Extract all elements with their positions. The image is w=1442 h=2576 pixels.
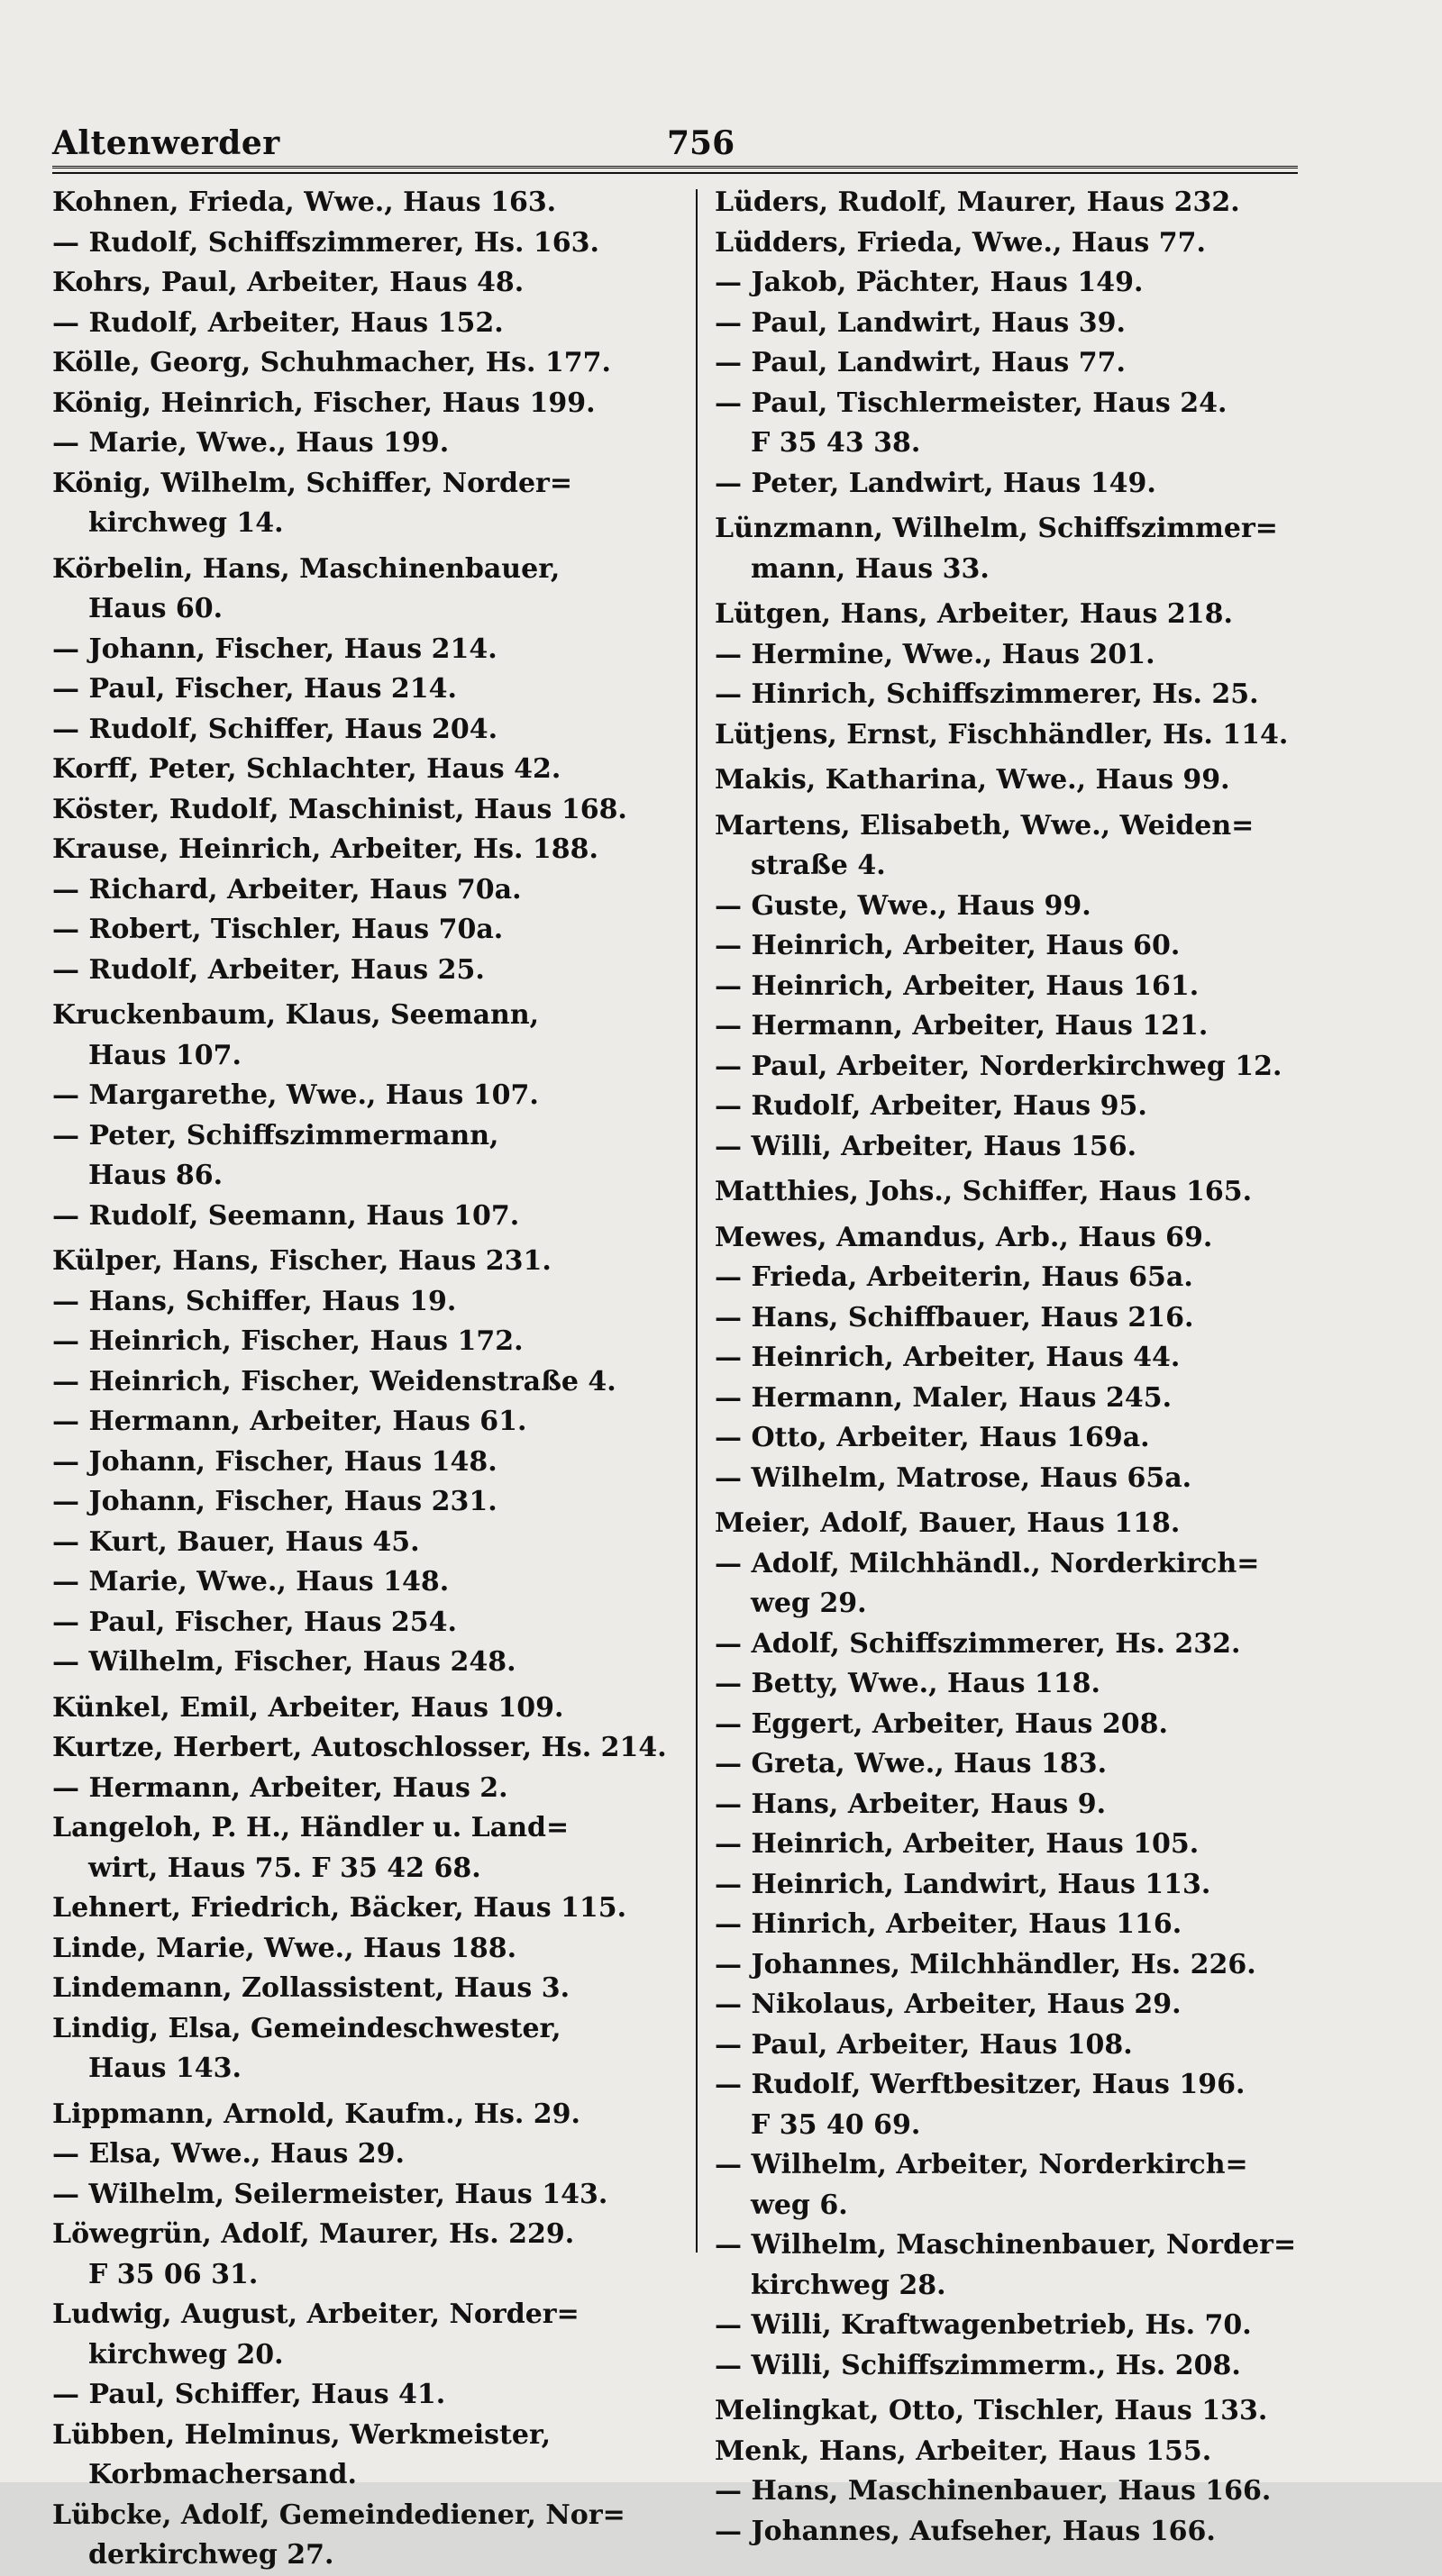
directory-entry: Künkel, Emil, Arbeiter, Haus 109. <box>52 1691 564 1724</box>
directory-entry-continuation: Haus 107. <box>88 1039 242 1071</box>
directory-entry: — Marie, Wwe., Haus 148. <box>52 1566 450 1597</box>
directory-entry: Linde, Marie, Wwe., Haus 188. <box>52 1932 517 1964</box>
directory-entry: — Peter, Landwirt, Haus 149. <box>715 467 1156 499</box>
header-rule <box>52 166 1298 168</box>
directory-entry: — Hinrich, Schiffszimmerer, Hs. 25. <box>715 678 1259 710</box>
directory-entry: Lindig, Elsa, Gemeindeschwester, <box>52 2012 561 2044</box>
directory-entry: — Peter, Schiffszimmermann, <box>52 1119 499 1151</box>
left-column <box>52 183 683 2576</box>
directory-entry: — Hans, Arbeiter, Haus 9. <box>715 1788 1107 1820</box>
directory-entry: — Hermann, Maler, Haus 245. <box>715 1381 1173 1414</box>
directory-entry: Lütjens, Ernst, Fischhändler, Hs. 114. <box>715 718 1289 751</box>
directory-entry: Köster, Rudolf, Maschinist, Haus 168. <box>52 793 627 825</box>
directory-entry-continuation: wirt, Haus 75. F 35 42 68. <box>88 1852 481 1884</box>
directory-entry: Kölle, Georg, Schuhmacher, Hs. 177. <box>52 347 611 378</box>
directory-entry: — Hans, Maschinenbauer, Haus 166. <box>715 2475 1272 2507</box>
directory-entry: — Paul, Fischer, Haus 254. <box>52 1606 457 1638</box>
directory-entry: Mewes, Amandus, Arb., Haus 69. <box>715 1221 1213 1253</box>
directory-entry: — Paul, Fischer, Haus 214. <box>52 673 457 705</box>
directory-entry: Lippmann, Arnold, Kaufm., Hs. 29. <box>52 2098 580 2130</box>
directory-entry: — Rudolf, Werftbesitzer, Haus 196. <box>715 2069 1246 2100</box>
directory-entry: — Johannes, Aufseher, Haus 166. <box>715 2515 1216 2547</box>
directory-entry: — Heinrich, Fischer, Weidenstraße 4. <box>52 1365 616 1397</box>
directory-entry: — Johannes, Milchhändler, Hs. 226. <box>715 1948 1256 1980</box>
directory-entry: Lütgen, Hans, Arbeiter, Haus 218. <box>715 598 1233 630</box>
directory-entry: — Heinrich, Arbeiter, Haus 161. <box>715 969 1200 1002</box>
directory-entry: — Greta, Wwe., Haus 183. <box>715 1748 1108 1780</box>
directory-entry-continuation: derkirchweg 27. <box>88 2539 334 2571</box>
directory-entry: König, Heinrich, Fischer, Haus 199. <box>52 387 596 419</box>
page-number: 756 <box>667 124 735 162</box>
directory-entry: Kohnen, Frieda, Wwe., Haus 163. <box>52 187 557 218</box>
directory-entry: — Kurt, Bauer, Haus 45. <box>52 1525 420 1558</box>
directory-entry: Langeloh, P. H., Händler u. Land= <box>52 1812 570 1843</box>
directory-entry: — Hermann, Arbeiter, Haus 61. <box>52 1406 527 1437</box>
directory-entry: — Heinrich, Arbeiter, Haus 105. <box>715 1828 1200 1860</box>
directory-entry: — Paul, Tischlermeister, Haus 24. <box>715 387 1228 419</box>
directory-entry: Lünzmann, Wilhelm, Schiffszimmer= <box>715 513 1278 544</box>
directory-entry-continuation: Haus 143. <box>88 2053 242 2084</box>
directory-entry-continuation: weg 6. <box>751 2189 848 2221</box>
directory-entry: — Paul, Landwirt, Haus 77. <box>715 347 1126 378</box>
directory-entry: Ludwig, August, Arbeiter, Norder= <box>52 2298 580 2330</box>
directory-entry: — Willi, Schiffszimmerm., Hs. 208. <box>715 2349 1241 2381</box>
directory-entry-continuation: F 35 40 69. <box>751 2108 921 2141</box>
directory-entry: — Nikolaus, Arbeiter, Haus 29. <box>715 1989 1182 2020</box>
directory-entry: — Heinrich, Fischer, Haus 172. <box>52 1325 524 1357</box>
directory-entry: — Wilhelm, Seilermeister, Haus 143. <box>52 2178 608 2210</box>
directory-entry: — Willi, Arbeiter, Haus 156. <box>715 1130 1137 1162</box>
directory-entry: — Johann, Fischer, Haus 148. <box>52 1445 497 1478</box>
directory-entry: — Frieda, Arbeiterin, Haus 65a. <box>715 1261 1193 1293</box>
directory-entry: Korff, Peter, Schlachter, Haus 42. <box>52 753 561 785</box>
directory-entry: — Rudolf, Schiffszimmerer, Hs. 163. <box>52 226 599 259</box>
directory-entry: — Elsa, Wwe., Haus 29. <box>52 2138 405 2170</box>
directory-entry: — Heinrich, Landwirt, Haus 113. <box>715 1868 1211 1900</box>
directory-entry: — Eggert, Arbeiter, Haus 208. <box>715 1707 1168 1740</box>
directory-entry: — Rudolf, Arbeiter, Haus 95. <box>715 1090 1147 1122</box>
directory-entry: — Paul, Arbeiter, Haus 108. <box>715 2028 1133 2061</box>
directory-entry: — Otto, Arbeiter, Haus 169a. <box>715 1422 1150 1453</box>
directory-entry: — Adolf, Milchhändl., Norderkirch= <box>715 1547 1260 1579</box>
directory-entry: Lübcke, Adolf, Gemeindediener, Nor= <box>52 2499 625 2531</box>
directory-entry: Kruckenbaum, Klaus, Seemann, <box>52 999 540 1031</box>
directory-entry-continuation: weg 29. <box>751 1588 867 1619</box>
directory-entry: — Hans, Schiffbauer, Haus 216. <box>715 1301 1194 1334</box>
directory-entry: Lübben, Helminus, Werkmeister, <box>52 2418 552 2451</box>
directory-entry: Krause, Heinrich, Arbeiter, Hs. 188. <box>52 833 598 865</box>
directory-entry: — Johann, Fischer, Haus 231. <box>52 1486 497 1517</box>
header-rule-secondary <box>52 172 1298 174</box>
directory-entry: — Paul, Schiffer, Haus 41. <box>52 2379 446 2410</box>
directory-entry: — Rudolf, Seemann, Haus 107. <box>52 1199 520 1232</box>
directory-entry: Lehnert, Friedrich, Bäcker, Haus 115. <box>52 1892 627 1924</box>
directory-entry: Külper, Hans, Fischer, Haus 231. <box>52 1245 552 1277</box>
directory-entry: — Rudolf, Arbeiter, Haus 25. <box>52 953 485 986</box>
directory-entry: Kohrs, Paul, Arbeiter, Haus 48. <box>52 267 525 298</box>
directory-entry: — Hinrich, Arbeiter, Haus 116. <box>715 1908 1182 1940</box>
directory-entry: Lüders, Rudolf, Maurer, Haus 232. <box>715 187 1240 218</box>
directory-entry: — Marie, Wwe., Haus 199. <box>52 427 450 459</box>
directory-entry-continuation: kirchweg 28. <box>751 2269 946 2301</box>
directory-entry-continuation: Haus 86. <box>88 1160 224 1191</box>
directory-entry: — Wilhelm, Matrose, Haus 65a. <box>715 1461 1192 1494</box>
running-head: Altenwerder <box>52 124 280 162</box>
directory-entry: — Betty, Wwe., Haus 118. <box>715 1668 1100 1699</box>
directory-entry: — Heinrich, Arbeiter, Haus 60. <box>715 930 1181 961</box>
directory-entry-continuation: kirchweg 14. <box>88 507 284 539</box>
directory-entry-continuation: Korbmachersand. <box>88 2459 357 2490</box>
directory-entry: — Johann, Fischer, Haus 214. <box>52 633 497 665</box>
directory-entry: — Wilhelm, Fischer, Haus 248. <box>52 1646 516 1678</box>
directory-entry: — Wilhelm, Maschinenbauer, Norder= <box>715 2229 1297 2261</box>
directory-entry: Körbelin, Hans, Maschinenbauer, <box>52 552 561 585</box>
directory-entry: Lüdders, Frieda, Wwe., Haus 77. <box>715 226 1206 259</box>
page-header <box>52 124 1298 169</box>
directory-entry: — Adolf, Schiffszimmerer, Hs. 232. <box>715 1627 1241 1660</box>
directory-entry: — Hermine, Wwe., Haus 201. <box>715 638 1155 670</box>
directory-entry: Martens, Elisabeth, Wwe., Weiden= <box>715 809 1255 842</box>
directory-entry-continuation: Haus 60. <box>88 593 224 624</box>
directory-entry: — Hermann, Arbeiter, Haus 2. <box>52 1771 508 1804</box>
directory-entry: — Heinrich, Arbeiter, Haus 44. <box>715 1342 1181 1373</box>
directory-entry: Matthies, Johs., Schiffer, Haus 165. <box>715 1176 1253 1207</box>
directory-entry: — Paul, Arbeiter, Norderkirchweg 12. <box>715 1050 1282 1082</box>
directory-entry: — Margarethe, Wwe., Haus 107. <box>52 1079 539 1111</box>
directory-entry: — Paul, Landwirt, Haus 39. <box>715 306 1126 339</box>
directory-entry: — Guste, Wwe., Haus 99. <box>715 889 1091 922</box>
directory-entry: Lindemann, Zollassistent, Haus 3. <box>52 1972 570 2004</box>
directory-entry: Löwegrün, Adolf, Maurer, Hs. 229. <box>52 2218 575 2250</box>
directory-entry: — Wilhelm, Arbeiter, Norderkirch= <box>715 2149 1248 2180</box>
directory-entry-continuation: kirchweg 20. <box>88 2338 284 2371</box>
column-divider <box>696 189 698 2253</box>
directory-entry: — Hermann, Arbeiter, Haus 121. <box>715 1010 1209 1042</box>
directory-entry: — Rudolf, Arbeiter, Haus 152. <box>52 306 504 339</box>
directory-entry: — Jakob, Pächter, Haus 149. <box>715 267 1144 298</box>
right-column <box>715 183 1346 2552</box>
directory-entry-continuation: F 35 06 31. <box>88 2258 259 2290</box>
directory-entry: Menk, Hans, Arbeiter, Haus 155. <box>715 2435 1212 2467</box>
directory-entry: König, Wilhelm, Schiffer, Norder= <box>52 467 572 499</box>
directory-entry: Kurtze, Herbert, Autoschlosser, Hs. 214. <box>52 1732 667 1763</box>
directory-entry: — Richard, Arbeiter, Haus 70a. <box>52 873 522 906</box>
directory-entry: Meier, Adolf, Bauer, Haus 118. <box>715 1507 1181 1539</box>
directory-entry: — Hans, Schiffer, Haus 19. <box>52 1285 457 1317</box>
directory-entry: Makis, Katharina, Wwe., Haus 99. <box>715 764 1230 796</box>
directory-entry: — Willi, Kraftwagenbetrieb, Hs. 70. <box>715 2309 1252 2341</box>
directory-entry: — Rudolf, Schiffer, Haus 204. <box>52 713 498 745</box>
directory-entry-continuation: straße 4. <box>751 850 886 881</box>
directory-entry: — Robert, Tischler, Haus 70a. <box>52 914 504 945</box>
directory-entry: Melingkat, Otto, Tischler, Haus 133. <box>715 2395 1268 2426</box>
directory-entry-continuation: mann, Haus 33. <box>751 552 990 585</box>
directory-entry-continuation: F 35 43 38. <box>751 427 921 459</box>
